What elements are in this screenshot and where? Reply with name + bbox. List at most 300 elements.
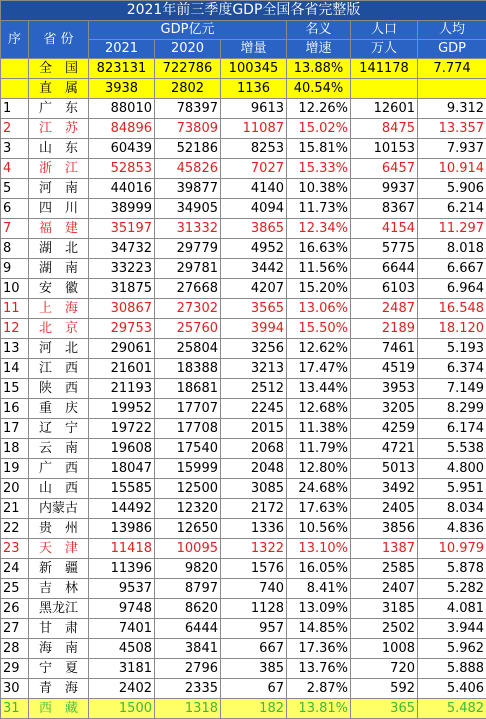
row-increase: 3442: [221, 259, 287, 279]
row-gdp-2020: 73809: [155, 119, 221, 139]
row-seq: 18: [1, 439, 29, 459]
row-province: 山 东: [29, 139, 89, 159]
row-increase: 7027: [221, 159, 287, 179]
row-province: 北 京: [29, 319, 89, 339]
summary-growth: 40.54%: [287, 79, 351, 99]
row-seq: 15: [1, 379, 29, 399]
row-seq: 12: [1, 319, 29, 339]
row-per-capita: 5.888: [418, 659, 486, 679]
row-population: 4721: [351, 439, 418, 459]
row-increase: 2245: [221, 399, 287, 419]
table-row: [1, 559, 486, 579]
row-increase: 2048: [221, 459, 287, 479]
row-population: 10153: [351, 139, 418, 159]
row-gdp-2020: 29781: [155, 259, 221, 279]
row-province: 天 津: [29, 539, 89, 559]
table-row: [1, 399, 486, 419]
row-population: 2405: [351, 499, 418, 519]
row-population: 8475: [351, 119, 418, 139]
row-gdp-2021: 19608: [89, 439, 155, 459]
row-growth: 15.33%: [287, 159, 351, 179]
header-percap-bottom: GDP: [418, 40, 486, 59]
table-row: [1, 419, 486, 439]
row-province: 云 南: [29, 439, 89, 459]
row-per-capita: 5.538: [418, 439, 486, 459]
row-gdp-2020: 18681: [155, 379, 221, 399]
row-population: 3953: [351, 379, 418, 399]
table-row: [1, 579, 486, 599]
table-row: [1, 539, 486, 559]
row-gdp-2020: 6444: [155, 619, 221, 639]
row-growth: 12.68%: [287, 399, 351, 419]
row-growth: 17.47%: [287, 359, 351, 379]
row-gdp-2020: 17707: [155, 399, 221, 419]
row-seq: 20: [1, 479, 29, 499]
row-growth: 17.63%: [287, 499, 351, 519]
row-gdp-2021: 11418: [89, 539, 155, 559]
row-gdp-2021: 11396: [89, 559, 155, 579]
row-population: 3856: [351, 519, 418, 539]
row-gdp-2020: 27302: [155, 299, 221, 319]
row-gdp-2020: 18388: [155, 359, 221, 379]
row-gdp-2021: 52853: [89, 159, 155, 179]
row-per-capita: 5.193: [418, 339, 486, 359]
row-province: 浙 江: [29, 159, 89, 179]
table-row: [1, 639, 486, 659]
row-growth: 14.85%: [287, 619, 351, 639]
row-increase: 1336: [221, 519, 287, 539]
header-pop-bottom: 万人: [351, 40, 418, 59]
table-row: [1, 179, 486, 199]
row-population: 6644: [351, 259, 418, 279]
row-growth: 13.10%: [287, 539, 351, 559]
row-growth: 16.05%: [287, 559, 351, 579]
row-gdp-2021: 19952: [89, 399, 155, 419]
row-seq: 21: [1, 499, 29, 519]
row-growth: 12.80%: [287, 459, 351, 479]
row-province: 湖 南: [29, 259, 89, 279]
row-gdp-2020: 25760: [155, 319, 221, 339]
row-increase: 2172: [221, 499, 287, 519]
row-increase: 3213: [221, 359, 287, 379]
row-per-capita: 5.282: [418, 579, 486, 599]
summary-row-national: [1, 59, 486, 79]
row-population: 4259: [351, 419, 418, 439]
row-population: 6103: [351, 279, 418, 299]
row-per-capita: 3.944: [418, 619, 486, 639]
row-growth: 11.56%: [287, 259, 351, 279]
summary-seq: [1, 79, 29, 99]
row-increase: 957: [221, 619, 287, 639]
row-increase: 667: [221, 639, 287, 659]
row-per-capita: 6.374: [418, 359, 486, 379]
row-increase: 4952: [221, 239, 287, 259]
summary-increase: 1136: [221, 79, 287, 99]
row-growth: 11.79%: [287, 439, 351, 459]
row-province: 海 南: [29, 639, 89, 659]
row-per-capita: 4.800: [418, 459, 486, 479]
table-row: [1, 319, 486, 339]
row-gdp-2021: 88010: [89, 99, 155, 119]
row-gdp-2021: 21193: [89, 379, 155, 399]
row-growth: 12.62%: [287, 339, 351, 359]
summary-label: 直 属: [29, 79, 89, 99]
row-seq: 9: [1, 259, 29, 279]
row-seq: 14: [1, 359, 29, 379]
row-seq: 22: [1, 519, 29, 539]
summary-2020: 722786: [155, 59, 221, 79]
row-per-capita: 16.548: [418, 299, 486, 319]
table-row: [1, 219, 486, 239]
row-province: 河 北: [29, 339, 89, 359]
row-gdp-2020: 2335: [155, 679, 221, 699]
row-province: 四 川: [29, 199, 89, 219]
row-seq: 25: [1, 579, 29, 599]
row-growth: 8.41%: [287, 579, 351, 599]
table-row: [1, 279, 486, 299]
row-population: 12601: [351, 99, 418, 119]
table-row: [1, 439, 486, 459]
row-per-capita: 7.937: [418, 139, 486, 159]
row-gdp-2020: 15999: [155, 459, 221, 479]
row-per-capita: 5.951: [418, 479, 486, 499]
table-row: [1, 119, 486, 139]
row-population: 365: [351, 699, 418, 719]
row-gdp-2021: 84896: [89, 119, 155, 139]
row-increase: 2015: [221, 419, 287, 439]
row-province: 吉 林: [29, 579, 89, 599]
row-gdp-2020: 52186: [155, 139, 221, 159]
table-title: 2021年前三季度GDP全国各省完整版: [1, 1, 486, 21]
row-growth: 24.68%: [287, 479, 351, 499]
table-row: [1, 519, 486, 539]
summary-label: 全 国: [29, 59, 89, 79]
row-per-capita: 5.878: [418, 559, 486, 579]
row-increase: 11087: [221, 119, 287, 139]
table-row: [1, 239, 486, 259]
header-nominal-bottom: 增速: [287, 40, 351, 59]
row-gdp-2021: 34732: [89, 239, 155, 259]
header-2020: 2020: [155, 40, 221, 59]
row-seq: 29: [1, 659, 29, 679]
row-population: 3492: [351, 479, 418, 499]
row-increase: 4094: [221, 199, 287, 219]
row-seq: 19: [1, 459, 29, 479]
row-population: 2585: [351, 559, 418, 579]
row-growth: 10.38%: [287, 179, 351, 199]
row-growth: 16.63%: [287, 239, 351, 259]
row-gdp-2020: 17540: [155, 439, 221, 459]
row-increase: 2512: [221, 379, 287, 399]
row-per-capita: 5.906: [418, 179, 486, 199]
row-growth: 15.81%: [287, 139, 351, 159]
summary-2020: 2802: [155, 79, 221, 99]
table-row: [1, 259, 486, 279]
row-increase: 67: [221, 679, 287, 699]
row-growth: 13.76%: [287, 659, 351, 679]
row-per-capita: 4.836: [418, 519, 486, 539]
row-province: 安 徽: [29, 279, 89, 299]
table-row: [1, 359, 486, 379]
row-seq: 17: [1, 419, 29, 439]
summary-increase: 100345: [221, 59, 287, 79]
row-per-capita: 6.174: [418, 419, 486, 439]
row-seq: 23: [1, 539, 29, 559]
row-gdp-2021: 2402: [89, 679, 155, 699]
header-nominal-top: 名义: [287, 21, 351, 40]
row-increase: 4207: [221, 279, 287, 299]
summary-2021: 823131: [89, 59, 155, 79]
row-growth: 2.87%: [287, 679, 351, 699]
summary-pop: 141178: [351, 59, 418, 79]
row-gdp-2020: 34905: [155, 199, 221, 219]
table-row: [1, 379, 486, 399]
row-gdp-2021: 33223: [89, 259, 155, 279]
row-per-capita: 6.214: [418, 199, 486, 219]
row-population: 592: [351, 679, 418, 699]
row-gdp-2020: 78397: [155, 99, 221, 119]
row-seq: 8: [1, 239, 29, 259]
row-gdp-2020: 31332: [155, 219, 221, 239]
row-population: 2502: [351, 619, 418, 639]
row-gdp-2021: 31875: [89, 279, 155, 299]
row-increase: 1576: [221, 559, 287, 579]
row-population: 8367: [351, 199, 418, 219]
row-province: 黑龙江: [29, 599, 89, 619]
row-gdp-2020: 27668: [155, 279, 221, 299]
row-seq: 2: [1, 119, 29, 139]
row-gdp-2021: 1500: [89, 699, 155, 719]
row-growth: 10.56%: [287, 519, 351, 539]
row-seq: 5: [1, 179, 29, 199]
row-increase: 740: [221, 579, 287, 599]
row-province: 河 南: [29, 179, 89, 199]
row-province: 福 建: [29, 219, 89, 239]
row-increase: 3865: [221, 219, 287, 239]
summary-row-direct: [1, 79, 486, 99]
row-province: 贵 州: [29, 519, 89, 539]
table-row: [1, 159, 486, 179]
table-row: [1, 139, 486, 159]
row-per-capita: 9.312: [418, 99, 486, 119]
row-population: 9937: [351, 179, 418, 199]
row-per-capita: 7.149: [418, 379, 486, 399]
row-seq: 3: [1, 139, 29, 159]
row-growth: 13.44%: [287, 379, 351, 399]
row-gdp-2021: 13986: [89, 519, 155, 539]
row-gdp-2021: 14492: [89, 499, 155, 519]
header-gdp-group: GDP亿元: [89, 21, 287, 40]
table-row: [1, 679, 486, 699]
row-seq: 27: [1, 619, 29, 639]
row-per-capita: 8.299: [418, 399, 486, 419]
row-gdp-2020: 25804: [155, 339, 221, 359]
row-population: 5013: [351, 459, 418, 479]
summary-2021: 3938: [89, 79, 155, 99]
row-increase: 3994: [221, 319, 287, 339]
row-province: 甘 肃: [29, 619, 89, 639]
row-province: 内蒙古: [29, 499, 89, 519]
row-gdp-2021: 44016: [89, 179, 155, 199]
row-growth: 12.34%: [287, 219, 351, 239]
row-population: 3205: [351, 399, 418, 419]
row-seq: 7: [1, 219, 29, 239]
row-increase: 3565: [221, 299, 287, 319]
row-gdp-2021: 21601: [89, 359, 155, 379]
row-gdp-2021: 60439: [89, 139, 155, 159]
row-province: 上 海: [29, 299, 89, 319]
row-seq: 26: [1, 599, 29, 619]
row-growth: 15.50%: [287, 319, 351, 339]
row-increase: 1128: [221, 599, 287, 619]
row-population: 1387: [351, 539, 418, 559]
row-seq: 28: [1, 639, 29, 659]
row-increase: 8253: [221, 139, 287, 159]
table-row: [1, 499, 486, 519]
row-gdp-2020: 12500: [155, 479, 221, 499]
table-row: [1, 99, 486, 119]
row-growth: 15.20%: [287, 279, 351, 299]
table-row: [1, 299, 486, 319]
row-increase: 1322: [221, 539, 287, 559]
row-gdp-2021: 15585: [89, 479, 155, 499]
row-gdp-2020: 12650: [155, 519, 221, 539]
row-seq: 24: [1, 559, 29, 579]
row-gdp-2021: 29753: [89, 319, 155, 339]
row-population: 7461: [351, 339, 418, 359]
row-province: 青 海: [29, 679, 89, 699]
row-gdp-2020: 3841: [155, 639, 221, 659]
row-gdp-2020: 10095: [155, 539, 221, 559]
row-population: 3185: [351, 599, 418, 619]
header-increase: 增量: [221, 40, 287, 59]
row-seq: 16: [1, 399, 29, 419]
row-increase: 2068: [221, 439, 287, 459]
row-per-capita: 6.667: [418, 259, 486, 279]
row-increase: 9613: [221, 99, 287, 119]
row-seq: 13: [1, 339, 29, 359]
row-gdp-2020: 8797: [155, 579, 221, 599]
row-province: 江 西: [29, 359, 89, 379]
row-gdp-2020: 8620: [155, 599, 221, 619]
row-population: 6457: [351, 159, 418, 179]
row-population: 2189: [351, 319, 418, 339]
row-province: 广 东: [29, 99, 89, 119]
header-seq: 序: [1, 21, 29, 59]
row-seq: 6: [1, 199, 29, 219]
table-row: [1, 199, 486, 219]
row-seq: 11: [1, 299, 29, 319]
summary-percap: 7.774: [418, 59, 486, 79]
row-growth: 15.02%: [287, 119, 351, 139]
row-seq: 10: [1, 279, 29, 299]
row-gdp-2020: 12320: [155, 499, 221, 519]
row-population: 2407: [351, 579, 418, 599]
summary-percap: [418, 79, 486, 99]
row-population: 4154: [351, 219, 418, 239]
row-gdp-2020: 45826: [155, 159, 221, 179]
row-gdp-2021: 18047: [89, 459, 155, 479]
row-growth: 13.06%: [287, 299, 351, 319]
row-seq: 4: [1, 159, 29, 179]
row-per-capita: 4.081: [418, 599, 486, 619]
row-growth: 12.26%: [287, 99, 351, 119]
row-province: 江 苏: [29, 119, 89, 139]
row-gdp-2021: 9537: [89, 579, 155, 599]
row-growth: 13.09%: [287, 599, 351, 619]
row-gdp-2021: 19722: [89, 419, 155, 439]
table-row: [1, 619, 486, 639]
row-gdp-2021: 3181: [89, 659, 155, 679]
row-province: 陕 西: [29, 379, 89, 399]
row-seq: 31: [1, 699, 29, 719]
row-province: 重 庆: [29, 399, 89, 419]
row-province: 西 藏: [29, 699, 89, 719]
table-row: [1, 459, 486, 479]
row-per-capita: 8.018: [418, 239, 486, 259]
table-row: [1, 659, 486, 679]
row-gdp-2021: 38999: [89, 199, 155, 219]
row-population: 5775: [351, 239, 418, 259]
table-row: [1, 699, 486, 719]
row-province: 山 西: [29, 479, 89, 499]
row-growth: 13.81%: [287, 699, 351, 719]
row-per-capita: 10.979: [418, 539, 486, 559]
row-per-capita: 5.962: [418, 639, 486, 659]
row-per-capita: 5.482: [418, 699, 486, 719]
table-row: [1, 599, 486, 619]
row-gdp-2021: 7401: [89, 619, 155, 639]
header-percap-top: 人均: [418, 21, 486, 40]
row-per-capita: 6.964: [418, 279, 486, 299]
row-increase: 4140: [221, 179, 287, 199]
row-growth: 11.38%: [287, 419, 351, 439]
summary-seq: [1, 59, 29, 79]
row-seq: 1: [1, 99, 29, 119]
summary-growth: 13.88%: [287, 59, 351, 79]
row-population: 1008: [351, 639, 418, 659]
row-gdp-2021: 29061: [89, 339, 155, 359]
row-population: 2487: [351, 299, 418, 319]
header-pop-top: 人口: [351, 21, 418, 40]
row-population: 4519: [351, 359, 418, 379]
row-gdp-2021: 9748: [89, 599, 155, 619]
row-gdp-2021: 4508: [89, 639, 155, 659]
row-gdp-2020: 29779: [155, 239, 221, 259]
table-row: [1, 339, 486, 359]
header-province: 省 份: [29, 21, 89, 59]
row-per-capita: 18.120: [418, 319, 486, 339]
row-province: 湖 北: [29, 239, 89, 259]
row-gdp-2020: 17708: [155, 419, 221, 439]
row-seq: 30: [1, 679, 29, 699]
row-gdp-2020: 1318: [155, 699, 221, 719]
row-gdp-2020: 39877: [155, 179, 221, 199]
summary-pop: [351, 79, 418, 99]
row-province: 宁 夏: [29, 659, 89, 679]
row-increase: 3085: [221, 479, 287, 499]
row-gdp-2020: 2796: [155, 659, 221, 679]
row-population: 720: [351, 659, 418, 679]
row-per-capita: 13.357: [418, 119, 486, 139]
row-gdp-2020: 9820: [155, 559, 221, 579]
header-2021: 2021: [89, 40, 155, 59]
table-row: [1, 479, 486, 499]
row-growth: 17.36%: [287, 639, 351, 659]
row-province: 辽 宁: [29, 419, 89, 439]
row-per-capita: 5.406: [418, 679, 486, 699]
row-gdp-2021: 30867: [89, 299, 155, 319]
